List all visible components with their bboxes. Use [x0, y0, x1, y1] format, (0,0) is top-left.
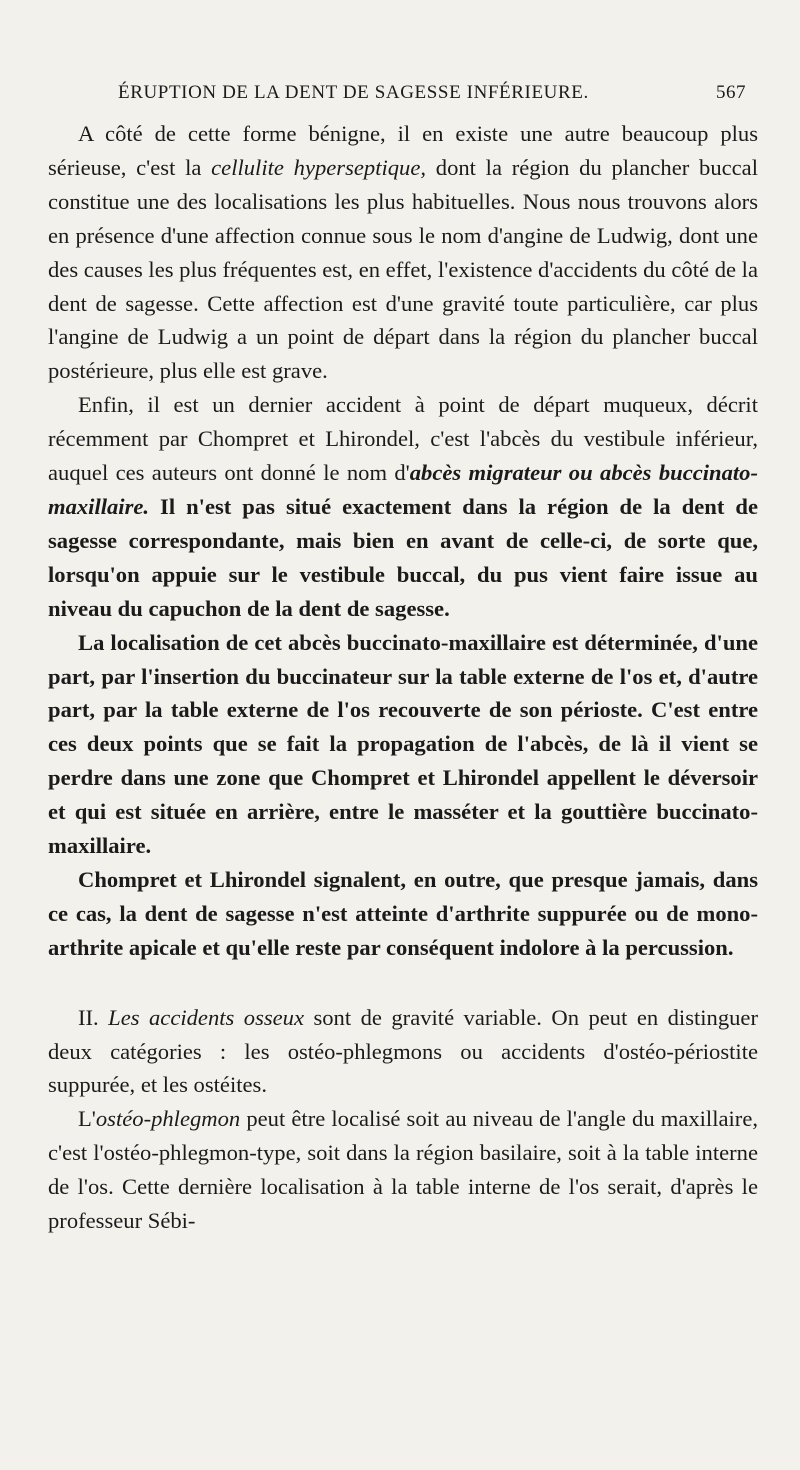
page-number: 567: [716, 82, 746, 103]
italic-term: cellulite hyperseptique,: [211, 154, 427, 180]
paragraph-text: peut être localisé soit au niveau de l'angle du maxillaire, c'est l'ostéo-phlegmon-type, soit dans la région basilaire, soit à la table interne de l'os. Cette dernière localisation à la table interne de l'os serait, d'après le professeur Sébi-: [48, 1106, 758, 1234]
paragraph-text: L': [78, 1106, 96, 1132]
paragraph-text: Enfin, il est un dernier accident à point de départ muqueux, décrit récemment par Chompret et Lhirondel, c'est l'abcès du vestibule inférieur, auquel ces auteurs ont donné le nom d': [48, 392, 758, 486]
paragraph-text: Il n'est pas situé exactement dans la région de la dent de sagesse correspondante, mais bien en avant de celle-ci, de sorte que, lorsqu'on appuie sur le vestibule buccal, du pus vient faire issue au niveau du capuchon de la dent de sagesse.: [48, 493, 758, 621]
paragraph-cellulite: [48, 117, 758, 388]
body-text: [48, 117, 758, 1238]
paragraph-accidents-osseux: [48, 1001, 758, 1103]
italic-term: Les accidents osseux: [108, 1004, 305, 1030]
paragraph-text: sont de gravité variable. On peut en distinguer deux catégories : les ostéo-phlegmons ou accidents d'ostéo-périostite suppurée, et les ostéites.: [48, 1004, 758, 1098]
paragraph-abces-vestibule: [48, 388, 758, 625]
section-number: II.: [78, 1004, 109, 1030]
paragraph-text: dont la région du plancher buccal constitue une des localisations les plus habituelles. Nous nous trouvons alors en présence d'une affection connue sous le nom d'angine de Ludwig, dont une des causes les plus fréquentes est, en effet, l'existence d'accidents du côté de la dent de sagesse. Cette affection est d'une gravité toute particulière, car plus l'angine de Ludwig a un point de départ dans la région du plancher buccal postérieure, plus elle est grave.: [48, 154, 758, 384]
page-header: [118, 82, 746, 108]
italic-term: ostéo-phlegmon: [95, 1106, 241, 1132]
paragraph-chompret: Chompret et Lhirondel signalent, en outre, que presque jamais, dans ce cas, la dent de sagesse n'est atteinte d'arthrite suppurée ou de mono-arthrite apicale et qu'elle reste par conséquent indolore à la percussion.: [48, 866, 758, 960]
running-title: ÉRUPTION DE LA DENT DE SAGESSE INFÉRIEURE.: [118, 82, 589, 103]
paragraph-osteo-phlegmon: [48, 1102, 758, 1238]
paragraph-localisation: La localisation de cet abcès buccinato-maxillaire est déterminée, d'une part, par l'insertion du buccinateur sur la table externe de l'os et, d'autre part, par la table externe de l'os recouverte de son périoste. C'est entre ces deux points que se fait la propagation de l'abcès, de là il vient se perdre dans une zone que Chompret et Lhirondel appellent le déversoir et qui est située en arrière, entre le masséter et la gouttière buccinato-maxillaire.: [48, 629, 758, 859]
paragraph-text: A côté de cette forme bénigne, il en existe une autre beaucoup plus sérieuse, c'est la: [48, 121, 758, 180]
italic-term: abcès migrateur ou abcès buccinato-maxillaire.: [48, 460, 758, 519]
